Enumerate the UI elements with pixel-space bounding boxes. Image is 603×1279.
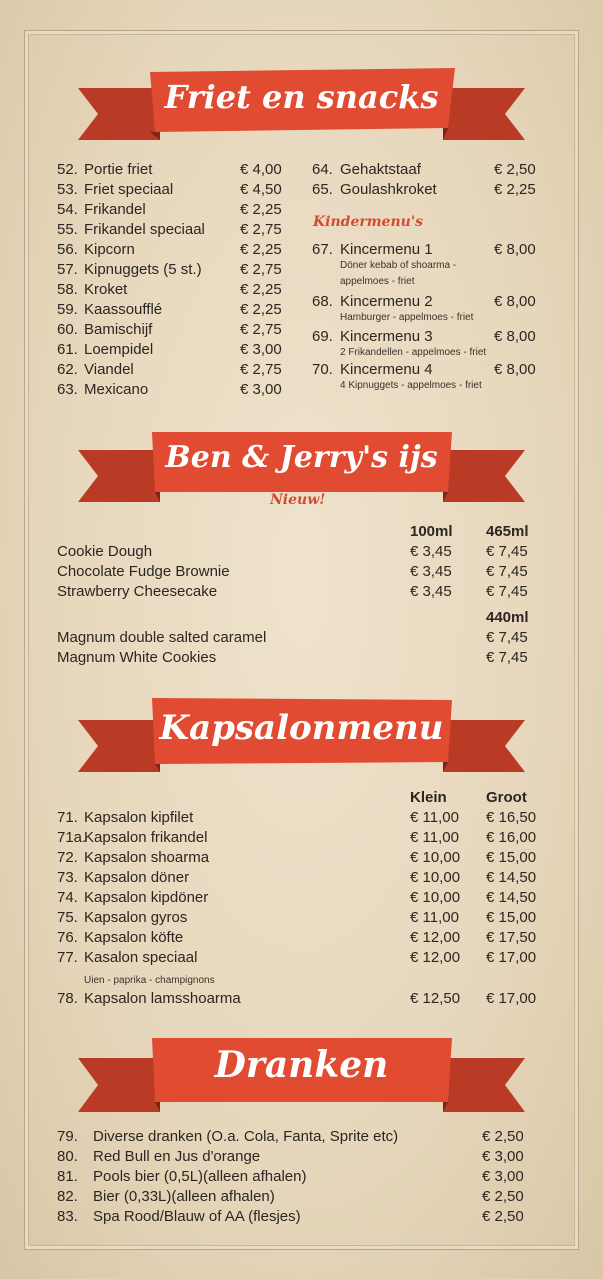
item-price-groot: € 15,00 [486,849,537,866]
item-desc: 2 Frikandellen - appelmoes - friet [340,347,487,358]
item-name: Kapsalon shoarma [84,849,210,866]
item-name: Strawberry Cheesecake [57,583,218,600]
item-price: € 3,00 [240,341,282,358]
item-name: Friet speciaal [84,181,174,198]
item-name: Spa Rood/Blauw of AA (flesjes) [93,1208,301,1225]
item-num: 81. [57,1168,78,1185]
item-price: € 2,25 [240,241,282,258]
item-price-100ml: € 3,45 [410,563,452,580]
item-num: 57. [57,261,78,278]
item-price-groot: € 16,00 [486,829,537,846]
item-desc: Döner kebab of shoarma - [340,260,457,271]
item-num: 58. [57,281,78,298]
item-name: Loempidel [84,341,154,358]
item-price: € 2,25 [240,281,282,298]
item-price-465ml: € 7,45 [486,563,528,580]
speciaal-desc: Uien - paprika - champignons [84,975,215,986]
item-price-groot: € 14,50 [486,869,537,886]
item-name: Kapsalon frikandel [84,829,208,846]
item-price-440ml: € 7,45 [486,629,528,646]
item-price-groot: € 15,00 [486,909,537,926]
item-desc: 4 Kipnuggets - appelmoes - friet [340,380,482,391]
item-num: 82. [57,1188,78,1205]
item-num: 65. [312,181,333,198]
item-num: 67. [312,241,333,258]
item-name: Portie friet [84,161,153,178]
item-num: 55. [57,221,78,238]
item-name: Viandel [84,361,134,378]
item-price: € 3,00 [482,1148,524,1165]
item-num: 59. [57,301,78,318]
item-name: Kipcorn [84,241,135,258]
item-num: 72. [57,849,78,866]
item-name: Mexicano [84,381,149,398]
kindermenu-heading: Kindermenu's [313,214,423,230]
item-name: Magnum White Cookies [57,649,217,666]
item-price: € 2,25 [494,181,536,198]
item-num: 64. [312,161,333,178]
item-price: € 8,00 [494,328,536,345]
item-price-groot: € 16,50 [486,809,537,826]
item-price-440ml: € 7,45 [486,649,528,666]
item-num: 71. [57,809,78,826]
item-num: 60. [57,321,78,338]
item-price-groot: € 17,00 [486,949,537,966]
item-num: 79. [57,1128,78,1145]
item-num: 52. [57,161,78,178]
item-price: € 3,00 [482,1168,524,1185]
item-name: Frikandel [84,201,146,218]
item-num: 68. [312,293,333,310]
banner-kapsalon [0,690,603,780]
item-price-465ml: € 7,45 [486,543,528,560]
item-price-klein: € 10,00 [410,889,461,906]
item-price: € 2,75 [240,221,282,238]
item-name: Kapsalon kipdöner [84,889,209,906]
item-name: Cookie Dough [57,543,153,560]
item-price-klein: € 11,00 [410,829,459,846]
item-num: 73. [57,869,78,886]
item-name: Gehaktstaaf [340,161,421,178]
item-num: 56. [57,241,78,258]
section-title: Dranken [214,1044,389,1086]
item-price: € 4,50 [240,181,282,198]
item-desc: Hamburger - appelmoes - friet [340,312,474,323]
ijs-col-440ml: 440ml [486,609,529,626]
item-price-groot: € 14,50 [486,889,537,906]
section-title: Kapsalonmenu [159,708,444,748]
item-price: € 2,25 [240,301,282,318]
item-num: 77. [57,949,78,966]
ijs-col-465ml: 465ml [486,523,529,540]
item-name: Magnum double salted caramel [57,629,267,646]
item-num: 80. [57,1148,78,1165]
item-num: 70. [312,361,333,378]
item-name: Kaassoufflé [84,301,163,318]
item-price: € 2,50 [482,1128,524,1145]
item-name: Kincermenu 3 [340,328,433,345]
item-price: € 2,25 [240,201,282,218]
item-name: Kasalon speciaal [84,949,198,966]
item-price: € 2,50 [494,161,536,178]
section-title: Friet en snacks [164,78,439,116]
item-price-465ml: € 7,45 [486,583,528,600]
item-num: 54. [57,201,78,218]
item-name: Kincermenu 1 [340,241,433,258]
item-price: € 8,00 [494,361,536,378]
item-name: Kapsalon gyros [84,909,188,926]
item-num: 62. [57,361,78,378]
item-price-100ml: € 3,45 [410,543,452,560]
item-desc: appelmoes - friet [340,276,415,287]
item-price-klein: € 11,00 [410,809,459,826]
item-name: Frikandel speciaal [84,221,205,238]
item-price: € 3,00 [240,381,282,398]
item-price: € 8,00 [494,241,536,258]
item-num: 69. [312,328,333,345]
item-price: € 2,75 [240,361,282,378]
item-price: € 2,50 [482,1188,524,1205]
item-name: Kipnuggets (5 st.) [84,261,202,278]
item-name: Goulashkroket [340,181,437,198]
list-item [57,990,78,1008]
item-num: 61. [57,341,78,358]
item-name: Bier (0,33L)(alleen afhalen) [93,1188,275,1205]
item-price: € 2,50 [482,1208,524,1225]
item-price: € 4,00 [240,161,282,178]
item-name: Diverse dranken (O.a. Cola, Fanta, Sprite etc) [93,1128,399,1145]
nieuw-label: Nieuw! [270,492,326,508]
item-price-klein: € 10,00 [410,869,461,886]
item-name: Kapsalon döner [84,869,190,886]
item-num: 53. [57,181,78,198]
item-price-klein: € 11,00 [410,909,459,926]
item-price: € 2,75 [240,261,282,278]
item-name: Kapsalon köfte [84,929,184,946]
section-title: Ben & Jerry's ijs [165,440,438,475]
item-num: 74. [57,889,78,906]
item-name: Kincermenu 4 [340,361,433,378]
item-price-klein: € 12,00 [410,949,461,966]
item-price-klein: € 10,00 [410,849,461,866]
item-name: Kincermenu 2 [340,293,433,310]
item-num: 78. [57,990,78,1007]
item-name: Bamischijf [84,321,153,338]
item-price-groot: € 17,00 [486,990,537,1007]
ijs-col-100ml: 100ml [410,523,453,540]
item-price-groot: € 17,50 [486,929,537,946]
banner-dranken [0,1030,603,1120]
item-name: Kapsalon lamsshoarma [84,990,241,1007]
banner-friet [0,58,603,148]
item-name: Kapsalon kipfilet [84,809,194,826]
item-num: 63. [57,381,78,398]
item-price-klein: € 12,00 [410,929,461,946]
kapsalon-col-klein: Klein [410,789,447,806]
item-name: Pools bier (0,5L)(alleen afhalen) [93,1168,307,1185]
item-num: 75. [57,909,78,926]
item-name: Kroket [84,281,128,298]
item-name: Red Bull en Jus d'orange [93,1148,261,1165]
item-name: Chocolate Fudge Brownie [57,563,230,580]
item-price-100ml: € 3,45 [410,583,452,600]
item-num: 71a. [57,829,87,846]
kapsalon-col-groot: Groot [486,789,527,806]
item-price: € 8,00 [494,293,536,310]
item-num: 76. [57,929,78,946]
item-price-klein: € 12,50 [410,990,461,1007]
item-num: 83. [57,1208,78,1225]
item-price: € 2,75 [240,321,282,338]
